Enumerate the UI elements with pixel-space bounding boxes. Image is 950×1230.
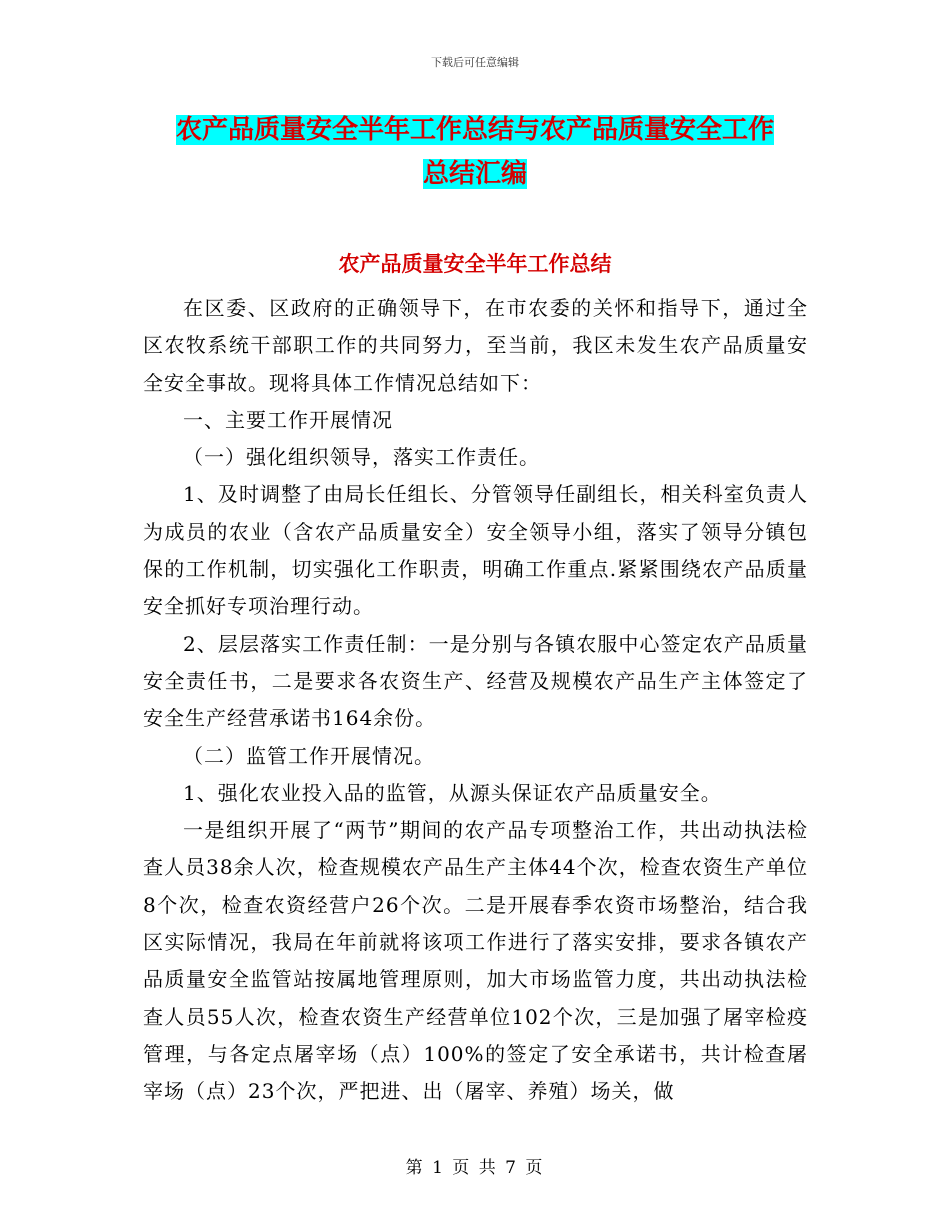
paragraph: （二）监管工作开展情况。 xyxy=(183,743,435,768)
paragraph: 一、主要工作开展情况 xyxy=(183,407,393,432)
paragraph: 在区委、区政府的正确领导下，在市农委的关怀和指导下，通过全区农牧系统干部职工作的共同努力，至当前，我区未发生农产品质量安全安全事故。现将具体工作情况总结如下： xyxy=(143,296,808,395)
title-line-2: 总结汇编 xyxy=(422,159,527,189)
paragraph: 2、层层落实工作责任制：一是分别与各镇农服中心签定农产品质量安全责任书，二是要求各农资生产、经营及规模农产品生产主体签定了安全生产经营承诺书164余份。 xyxy=(143,631,808,731)
page-footer: 第 1 页 共 7 页 xyxy=(405,1158,545,1178)
header-note: 下载后可任意编辑 xyxy=(431,56,519,69)
body-text xyxy=(143,290,808,1111)
title-line-1: 农产品质量安全半年工作总结与农产品质量安全工作 xyxy=(175,115,774,145)
paragraph: （一）强化组织领导，落实工作责任。 xyxy=(183,445,540,470)
document-title xyxy=(140,108,810,196)
paragraph: 1、及时调整了由局长任组长、分管领导任副组长，相关科室负责人为成员的农业（含农产品质量安全）安全领导小组，落实了领导分镇包保的工作机制，切实强化工作职责，明确工作重点.紧紧围绕农产品质量安全抓好专项治理行动。 xyxy=(143,482,808,619)
section-title: 农产品质量安全半年工作总结 xyxy=(338,252,612,276)
paragraph: 1、强化农业投入品的监管，从源头保证农产品质量安全。 xyxy=(183,780,722,805)
paragraph: 一是组织开展了“两节”期间的农产品专项整治工作，共出动执法检查人员38余人次，检查规模农产品生产主体44个次，检查农资生产单位8个次，检查农资经营户26个次。二是开展春季农资市场整治，结合我区实际情况，我局在年前就将该项工作进行了落实安排，要求各镇农产品质量安全监管站按属地管理原则，加大市场监管力度，共出动执法检查人员55人次，检查农资生产经营单位102个次，三是加强了屠宰检疫管理，与各定点屠宰场（点）100%的签定了安全承诺书，共计检查屠宰场（点）23个次，严把进、出（屠宰、养殖）场关，做 xyxy=(143,818,808,1104)
